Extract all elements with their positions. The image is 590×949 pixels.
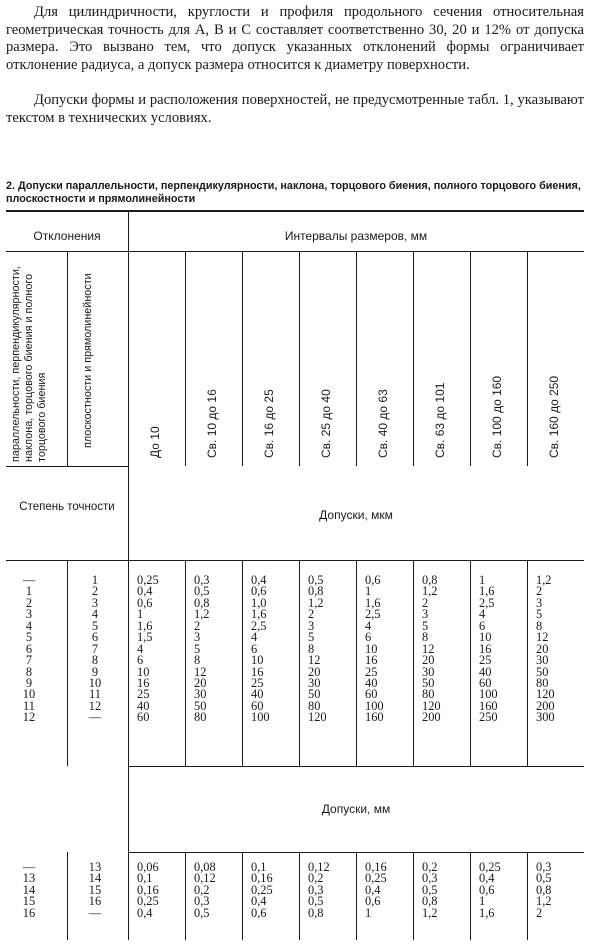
table-cell: 10 bbox=[88, 675, 102, 690]
vline-um-1 bbox=[185, 560, 186, 766]
vline-mm-4 bbox=[356, 852, 357, 940]
table-cell: 2 bbox=[91, 584, 99, 599]
table-cell: 3 bbox=[536, 595, 543, 610]
degree-header: Степень точности bbox=[19, 501, 115, 513]
value-col-4 bbox=[308, 575, 356, 724]
table-cell: 100 bbox=[251, 710, 270, 725]
table-cell: 0,25 bbox=[365, 871, 387, 886]
table-cell: 3 bbox=[422, 607, 429, 622]
table-cell: 13 bbox=[88, 860, 102, 874]
table-cell: 60 bbox=[137, 710, 150, 725]
grade-col-a bbox=[14, 862, 44, 919]
table-cell: 9 bbox=[25, 675, 33, 690]
table-cell: 2 bbox=[25, 595, 33, 610]
header-rule-2 bbox=[6, 466, 128, 467]
table-cell: 10 bbox=[22, 687, 36, 702]
table-cell: 0,08 bbox=[194, 860, 216, 874]
value-col-6 bbox=[422, 575, 470, 724]
tol-mm-header: Допуски, мм bbox=[321, 802, 391, 816]
table-cell: 0,3 bbox=[536, 860, 552, 874]
table-cell: 10 bbox=[365, 641, 378, 656]
intro-paragraph-2: Допуски формы и расположения поверхностей, не предусмотренные табл. 1, указывают текстом в технических условиях. bbox=[6, 92, 584, 126]
interval-label-8: Св. 160 до 250 bbox=[547, 375, 561, 458]
vline-um-2 bbox=[242, 560, 243, 766]
table-cell: 25 bbox=[365, 664, 378, 679]
table-cell: 50 bbox=[536, 664, 549, 679]
table-cell: 8 bbox=[536, 618, 543, 633]
table-cell: 30 bbox=[194, 687, 207, 702]
value-col-6 bbox=[422, 862, 470, 919]
value-col-5 bbox=[365, 575, 413, 724]
table-cell: 15 bbox=[22, 894, 36, 909]
table-cell: 1,2 bbox=[194, 607, 210, 622]
table-cell: 20 bbox=[536, 641, 549, 656]
table-cell: 7 bbox=[25, 653, 33, 668]
vline-mm-3 bbox=[299, 852, 300, 940]
table-cell: 0,5 bbox=[194, 905, 210, 920]
table-cell: 12 bbox=[536, 630, 549, 645]
table-cell: 1,6 bbox=[479, 905, 495, 920]
table-cell: 16 bbox=[479, 641, 492, 656]
table-cell: 11 bbox=[23, 698, 35, 713]
interval-label-4: Св. 25 до 40 bbox=[319, 389, 333, 458]
vline-um-4 bbox=[356, 560, 357, 766]
table-cell: 4 bbox=[365, 618, 372, 633]
table-cell: 16 bbox=[251, 664, 264, 679]
table-cell: 6 bbox=[479, 618, 486, 633]
table-cell: 0,6 bbox=[365, 573, 381, 587]
table-cell: 40 bbox=[479, 664, 492, 679]
table-cell: — bbox=[88, 905, 102, 920]
table-cell: 4 bbox=[137, 641, 144, 656]
table-cell: 0,6 bbox=[251, 905, 267, 920]
table-cell: 3 bbox=[25, 607, 33, 622]
table-cell: 8 bbox=[422, 630, 429, 645]
table-cell: 0,3 bbox=[194, 573, 210, 587]
table-cell: 160 bbox=[365, 710, 384, 725]
table-cell: 0,6 bbox=[251, 584, 267, 599]
table-cell: 1,2 bbox=[536, 573, 552, 587]
table-cell: 250 bbox=[479, 710, 498, 725]
table-cell: 50 bbox=[308, 687, 321, 702]
interval-label-3: Св. 16 до 25 bbox=[262, 389, 276, 458]
table-cell: 80 bbox=[422, 687, 435, 702]
table-cell: 0,6 bbox=[365, 894, 381, 909]
interval-label-7: Св. 100 до 160 bbox=[490, 375, 504, 458]
interval-label-5: Св. 40 до 63 bbox=[376, 389, 390, 458]
table-cell: 5 bbox=[194, 641, 201, 656]
table-cell: 1,2 bbox=[536, 894, 552, 909]
value-col-1 bbox=[137, 862, 185, 919]
table-cell: 0,12 bbox=[194, 871, 216, 886]
table-cell: 0,2 bbox=[308, 871, 324, 886]
table-cell: 0,3 bbox=[308, 882, 324, 897]
table-cell: 0,4 bbox=[137, 584, 153, 599]
value-col-3 bbox=[251, 862, 299, 919]
table-cell: 1 bbox=[91, 573, 99, 587]
table-cell: 5 bbox=[25, 630, 33, 645]
vline-um-3 bbox=[299, 560, 300, 766]
table-cell: 10 bbox=[479, 630, 492, 645]
table-cell: 12 bbox=[422, 641, 435, 656]
table-cell: 1 bbox=[25, 584, 33, 599]
table-cell: 0,16 bbox=[365, 860, 387, 874]
table-cell: 1,2 bbox=[308, 595, 324, 610]
table-cell: 2,5 bbox=[251, 618, 267, 633]
table-cell: 4 bbox=[91, 607, 99, 622]
table-cell: 0,6 bbox=[479, 882, 495, 897]
table-cell: 0,16 bbox=[137, 882, 159, 897]
vline-int-2 bbox=[242, 251, 243, 466]
table-cell: 0,5 bbox=[308, 894, 324, 909]
table-cell: 1 bbox=[479, 894, 486, 909]
table-cell: 0,8 bbox=[536, 882, 552, 897]
table-cell: 7 bbox=[91, 641, 99, 656]
table-cell: 8 bbox=[308, 641, 315, 656]
table-cell: 8 bbox=[194, 653, 201, 668]
table-cell: 0,25 bbox=[137, 573, 159, 587]
table-caption: 2. Допуски параллельности, перпендикулярности, наклона, торцового биения, полного торцового биения, плоскостности и прямолинейности bbox=[6, 180, 581, 205]
table-cell: 16 bbox=[137, 675, 150, 690]
table-cell: 1 bbox=[365, 905, 372, 920]
table-cell: 12 bbox=[194, 664, 207, 679]
intervals-header: Интервалы размеров, мм bbox=[284, 229, 428, 243]
table-cell: 300 bbox=[536, 710, 555, 725]
table-cell: 2 bbox=[536, 584, 543, 599]
table-cell: 0,5 bbox=[422, 882, 438, 897]
vline-int-7 bbox=[527, 251, 528, 466]
col-a-label: параллельности, перпендикулярности, наклона, торцового биения и полного торцового биения bbox=[10, 266, 48, 462]
table-cell: 0,5 bbox=[308, 573, 324, 587]
table-cell: 40 bbox=[251, 687, 264, 702]
table-cell: 6 bbox=[251, 641, 258, 656]
table-cell: 200 bbox=[536, 698, 555, 713]
table-cell: 1,2 bbox=[422, 905, 438, 920]
value-col-7 bbox=[479, 862, 527, 919]
table-cell: 0,8 bbox=[422, 894, 438, 909]
table-cell: 100 bbox=[365, 698, 384, 713]
header-rule-3 bbox=[6, 560, 584, 561]
vline-int-3 bbox=[299, 251, 300, 466]
tol-um-header: Допуски, мкм bbox=[319, 508, 393, 522]
vline-int-4 bbox=[356, 251, 357, 466]
table-cell: 0,2 bbox=[422, 860, 438, 874]
table-cell: 14 bbox=[22, 882, 36, 897]
table-cell: 60 bbox=[251, 698, 264, 713]
value-col-7 bbox=[479, 575, 527, 724]
table-cell: 0,06 bbox=[137, 860, 159, 874]
table-cell: 1,6 bbox=[251, 607, 267, 622]
vline-header-split bbox=[67, 251, 68, 466]
value-col-5 bbox=[365, 862, 413, 919]
deviations-header: Отклонения bbox=[33, 229, 101, 243]
value-col-3 bbox=[251, 575, 299, 724]
section-rule-1 bbox=[128, 766, 584, 767]
table-cell: 20 bbox=[194, 675, 207, 690]
table-cell: 3 bbox=[194, 630, 201, 645]
vline-um-5 bbox=[413, 560, 414, 766]
vline-mm-5 bbox=[413, 852, 414, 940]
table-cell: 1,2 bbox=[422, 584, 438, 599]
table-cell: 0,4 bbox=[251, 573, 267, 587]
table-cell: 120 bbox=[536, 687, 555, 702]
grade-col-b bbox=[80, 575, 110, 724]
table-cell: 1,6 bbox=[365, 595, 381, 610]
table-cell: — bbox=[22, 860, 36, 874]
value-col-8 bbox=[536, 575, 584, 724]
table-cell: 1,6 bbox=[137, 618, 153, 633]
table-cell: 0,8 bbox=[308, 584, 324, 599]
table-cell: 0,4 bbox=[365, 882, 381, 897]
table-cell: 13 bbox=[22, 871, 36, 886]
vline-grade-mm bbox=[67, 852, 68, 940]
table-cell: 16 bbox=[365, 653, 378, 668]
table-cell: 10 bbox=[137, 664, 150, 679]
value-col-2 bbox=[194, 575, 242, 724]
vline-int-1 bbox=[185, 251, 186, 466]
table-cell: 1 bbox=[137, 607, 144, 622]
table-cell: 0,5 bbox=[194, 584, 210, 599]
table-cell: 2 bbox=[422, 595, 429, 610]
table-cell: — bbox=[22, 573, 36, 587]
interval-label-6: Св. 63 до 101 bbox=[433, 382, 447, 458]
table-cell: 6 bbox=[365, 630, 372, 645]
table-cell: 20 bbox=[422, 653, 435, 668]
table-cell: 1,5 bbox=[137, 630, 153, 645]
vline-int-5 bbox=[413, 251, 414, 466]
table-cell: 12 bbox=[88, 698, 102, 713]
table-cell: 50 bbox=[422, 675, 435, 690]
table-cell: 160 bbox=[479, 698, 498, 713]
table-cell: 30 bbox=[536, 653, 549, 668]
table-cell: 5 bbox=[422, 618, 429, 633]
table-cell: 25 bbox=[479, 653, 492, 668]
table-cell: 1,0 bbox=[251, 595, 267, 610]
table-cell: 0,5 bbox=[536, 871, 552, 886]
table-cell: 1 bbox=[365, 584, 372, 599]
table-cell: 6 bbox=[137, 653, 144, 668]
table-cell: 80 bbox=[536, 675, 549, 690]
table-top-rule bbox=[6, 210, 584, 212]
table-cell: 50 bbox=[194, 698, 207, 713]
intro-paragraph-1: Для цилиндричности, круглости и профиля продольного сечения относительная геометрическая точность для А, В и С составляет соответственно 30, 20 и 12% от допуска размера. Это вызвано тем, что допуск указанных отклонений формы ограничивает отклонение радиуса, а допуск размера относится к диаметру поверхности. bbox=[6, 4, 584, 73]
table-cell: 3 bbox=[308, 618, 315, 633]
table-cell: 16 bbox=[22, 905, 36, 920]
table-cell: 100 bbox=[479, 687, 498, 702]
value-col-4 bbox=[308, 862, 356, 919]
table-cell: 40 bbox=[365, 675, 378, 690]
vline-mm-7 bbox=[527, 852, 528, 940]
table-cell: 25 bbox=[251, 675, 264, 690]
table-cell: 0,25 bbox=[251, 882, 273, 897]
table-cell: 12 bbox=[308, 653, 321, 668]
table-cell: 16 bbox=[88, 894, 102, 909]
table-cell: 200 bbox=[422, 710, 441, 725]
table-cell: 0,12 bbox=[308, 860, 330, 874]
table-cell: 80 bbox=[194, 710, 207, 725]
table-cell: 9 bbox=[91, 664, 99, 679]
table-cell: 0,8 bbox=[194, 595, 210, 610]
vline-main bbox=[128, 212, 129, 940]
table-cell: 0,4 bbox=[251, 894, 267, 909]
table-cell: 0,6 bbox=[137, 595, 153, 610]
table-cell: 0,8 bbox=[308, 905, 324, 920]
table-cell: 0,16 bbox=[251, 871, 273, 886]
table-cell: 0,4 bbox=[137, 905, 153, 920]
table-cell: 15 bbox=[88, 882, 102, 897]
table-cell: 1,6 bbox=[479, 584, 495, 599]
table-cell: 4 bbox=[25, 618, 33, 633]
table-cell: 5 bbox=[308, 630, 315, 645]
table-cell: 6 bbox=[25, 641, 33, 656]
table-cell: 0,25 bbox=[137, 894, 159, 909]
vline-um-7 bbox=[527, 560, 528, 766]
table-cell: 2 bbox=[536, 905, 543, 920]
table-cell: — bbox=[88, 710, 102, 725]
table-cell: 4 bbox=[479, 607, 486, 622]
table-cell: 3 bbox=[91, 595, 99, 610]
table-cell: 0,8 bbox=[422, 573, 438, 587]
table-cell: 30 bbox=[308, 675, 321, 690]
table-cell: 10 bbox=[251, 653, 264, 668]
table-cell: 60 bbox=[365, 687, 378, 702]
table-cell: 2 bbox=[308, 607, 315, 622]
vline-mm-2 bbox=[242, 852, 243, 940]
col-b-label: плоскостности и прямолинейности bbox=[82, 273, 94, 448]
interval-label-1: До 10 bbox=[148, 426, 162, 458]
grade-col-a bbox=[14, 575, 44, 724]
table-cell: 2,5 bbox=[365, 607, 381, 622]
table-cell: 5 bbox=[91, 618, 99, 633]
value-col-8 bbox=[536, 862, 584, 919]
vline-grade-um bbox=[67, 560, 68, 766]
table-cell: 0,2 bbox=[194, 882, 210, 897]
table-cell: 0,3 bbox=[422, 871, 438, 886]
vline-mm-1 bbox=[185, 852, 186, 940]
table-cell: 5 bbox=[536, 607, 543, 622]
table-cell: 0,1 bbox=[251, 860, 267, 874]
table-cell: 40 bbox=[137, 698, 150, 713]
table-cell: 2,5 bbox=[479, 595, 495, 610]
vline-int-6 bbox=[470, 251, 471, 466]
interval-label-2: Св. 10 до 16 bbox=[205, 389, 219, 458]
table-cell: 120 bbox=[308, 710, 327, 725]
table-cell: 14 bbox=[88, 871, 102, 886]
table-cell: 0,3 bbox=[194, 894, 210, 909]
table-cell: 6 bbox=[91, 630, 99, 645]
table-cell: 30 bbox=[422, 664, 435, 679]
table-cell: 0,25 bbox=[479, 860, 501, 874]
table-cell: 60 bbox=[479, 675, 492, 690]
grade-col-b bbox=[80, 862, 110, 919]
table-cell: 20 bbox=[308, 664, 321, 679]
table-cell: 8 bbox=[25, 664, 33, 679]
table-cell: 25 bbox=[137, 687, 150, 702]
table-cell: 1 bbox=[479, 573, 486, 587]
table-cell: 12 bbox=[22, 710, 36, 725]
vline-um-6 bbox=[470, 560, 471, 766]
value-col-1 bbox=[137, 575, 185, 724]
table-cell: 8 bbox=[91, 653, 99, 668]
table-cell: 4 bbox=[251, 630, 258, 645]
table-cell: 0,1 bbox=[137, 871, 153, 886]
value-col-2 bbox=[194, 862, 242, 919]
table-cell: 120 bbox=[422, 698, 441, 713]
table-cell: 2 bbox=[194, 618, 201, 633]
table-cell: 11 bbox=[89, 687, 101, 702]
table-cell: 80 bbox=[308, 698, 321, 713]
vline-mm-6 bbox=[470, 852, 471, 940]
table-cell: 0,4 bbox=[479, 871, 495, 886]
header-rule-1 bbox=[6, 251, 584, 252]
